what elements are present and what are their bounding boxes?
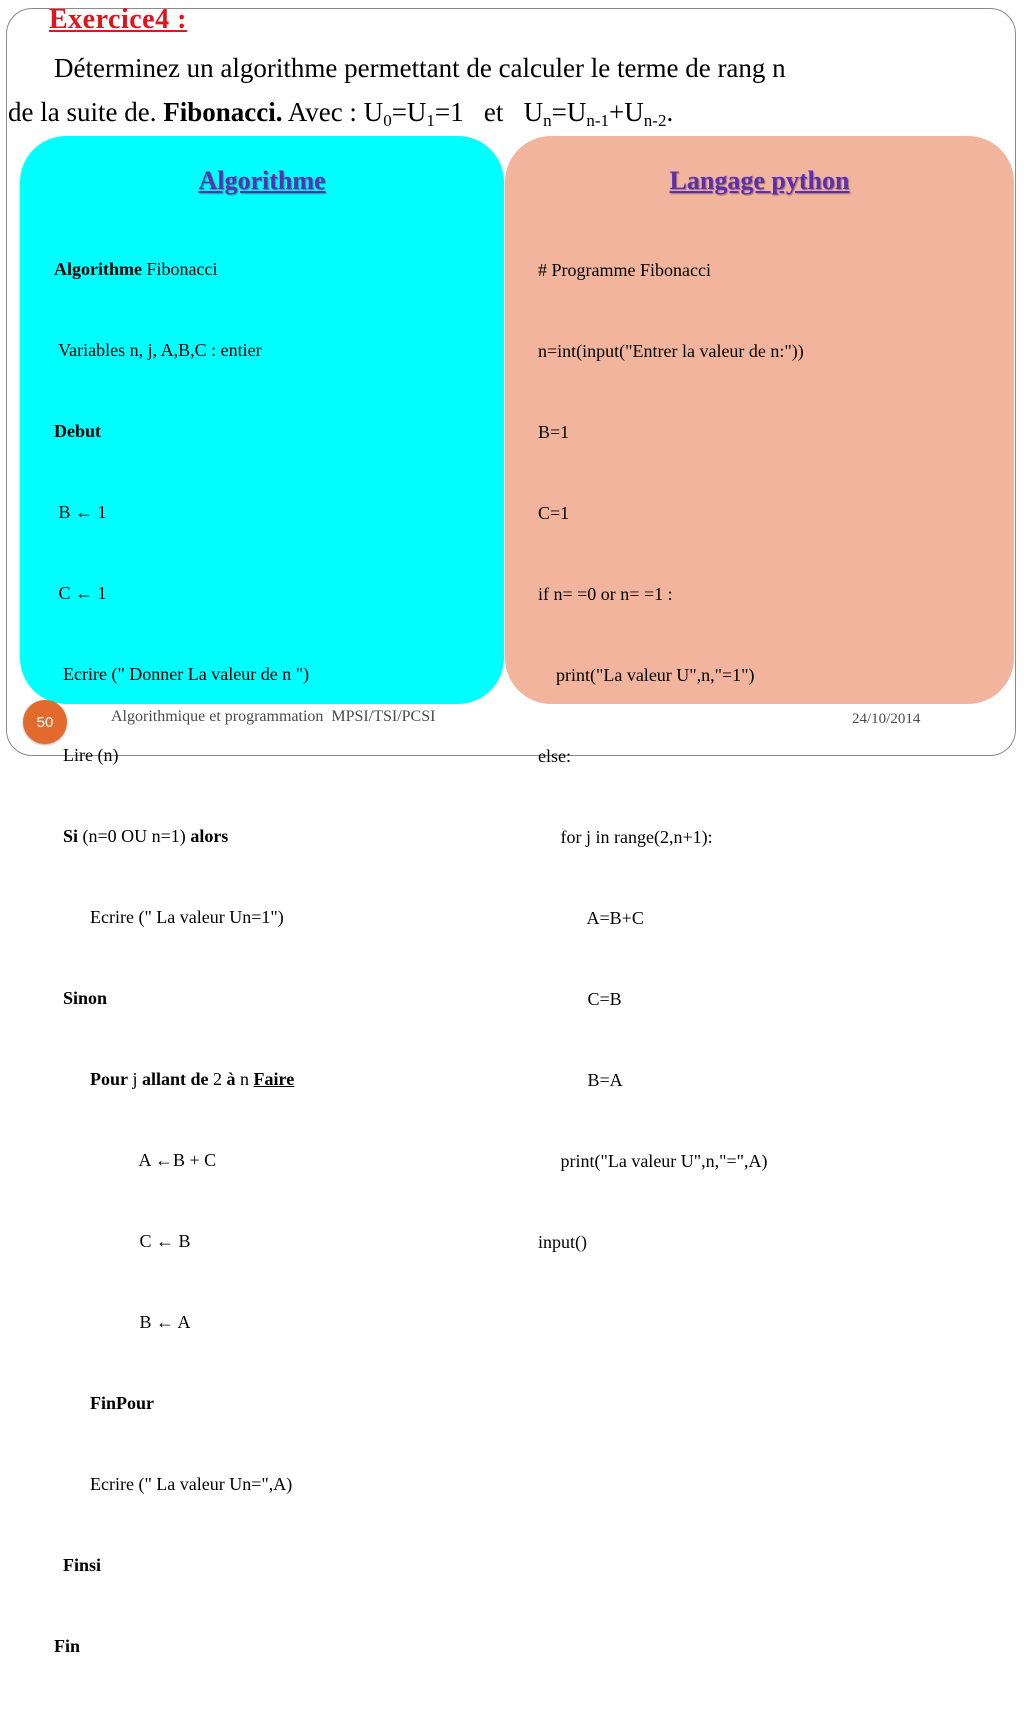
algo-keyword: allant de	[142, 1069, 209, 1089]
eq-1: =U	[391, 97, 427, 127]
algo-line: Ecrire (" La valeur Un=",A)	[54, 1474, 293, 1494]
python-line: C=1	[538, 503, 570, 523]
algo-line: A ←B + C	[54, 1150, 217, 1170]
statement-line1: Déterminez un algorithme permettant de calculer le terme de rang n	[54, 53, 786, 83]
sub-n-2: n-2	[643, 111, 667, 130]
python-line: if n= =0 or n= =1 :	[538, 584, 673, 604]
algo-line	[54, 1066, 309, 1093]
python-line: print("La valeur U",n,"=",A)	[538, 1151, 768, 1171]
algo-keyword: Si	[54, 826, 79, 846]
footer-course: Algorithmique et programmation MPSI/TSI/PCSI	[111, 708, 436, 725]
eq-2: =1 et U	[434, 97, 544, 127]
algo-line: Variables n, j, A,B,C : entier	[54, 340, 262, 360]
python-line: # Programme Fibonacci	[538, 260, 711, 280]
page-number-badge: 50	[23, 700, 67, 744]
algo-text: 2	[208, 1069, 227, 1089]
footer-date: 24/10/2014	[852, 711, 921, 727]
algo-keyword: Faire	[253, 1069, 295, 1089]
statement-end: .	[666, 97, 674, 127]
algo-line: Ecrire (" Donner La valeur de n ")	[54, 664, 310, 684]
algo-line	[54, 1390, 309, 1417]
algo-line	[54, 1552, 309, 1579]
algo-keyword: Finsi	[54, 1555, 102, 1575]
algo-text: j	[128, 1069, 143, 1089]
algo-line	[54, 823, 309, 850]
sub-1: 1	[426, 111, 435, 130]
python-line: B=1	[538, 422, 570, 442]
algo-line: B ← 1	[54, 502, 107, 522]
algo-keyword: à	[226, 1069, 236, 1089]
algo-keyword: Pour	[54, 1069, 128, 1089]
python-line: for j in range(2,n+1):	[538, 827, 713, 847]
python-line: print("La valeur U",n,"=1")	[538, 665, 755, 685]
algorithm-heading: Algorithme	[198, 166, 326, 195]
algo-keyword: Algorithme	[54, 259, 142, 279]
algo-text: n	[235, 1069, 254, 1089]
algo-line: Lire (n)	[54, 745, 119, 765]
statement-avec: Avec : U	[282, 97, 384, 127]
algo-line: Ecrire (" La valeur Un=1")	[54, 907, 284, 927]
sub-n: n	[543, 111, 552, 130]
python-line: input()	[538, 1232, 587, 1252]
algo-keyword: Sinon	[54, 988, 108, 1008]
python-line: n=int(input("Entrer la valeur de n:"))	[538, 341, 804, 361]
algo-line	[54, 256, 309, 283]
eq-3: =U	[551, 97, 587, 127]
algo-keyword: alors	[190, 826, 229, 846]
statement-fibonacci: Fibonacci.	[163, 97, 283, 127]
python-heading: Langage python	[669, 166, 850, 195]
statement-line2-pre: de la suite de.	[8, 97, 164, 127]
python-line: A=B+C	[538, 908, 644, 928]
algo-keyword: Debut	[54, 421, 102, 441]
exercise-statement	[8, 46, 1016, 134]
exercise-title: Exercice4 :	[49, 4, 187, 35]
python-code	[538, 203, 804, 1310]
python-line: B=A	[538, 1070, 623, 1090]
algo-line	[54, 1633, 309, 1660]
sub-n-1: n-1	[586, 111, 610, 130]
algo-text: Fibonacci	[141, 259, 218, 279]
python-line: else:	[538, 746, 571, 766]
algo-line: C ← 1	[54, 583, 107, 603]
algo-line	[54, 418, 309, 445]
algo-line: C ← B	[54, 1231, 191, 1251]
eq-4: +U	[609, 97, 644, 127]
algo-keyword: Fin	[54, 1636, 81, 1656]
algorithm-code	[54, 202, 309, 1714]
algo-line: B ← A	[54, 1312, 191, 1332]
python-line: C=B	[538, 989, 622, 1009]
sub-0: 0	[383, 111, 392, 130]
algo-line	[54, 985, 309, 1012]
algo-keyword: FinPour	[54, 1393, 155, 1413]
algo-text: (n=0 OU n=1)	[78, 826, 191, 846]
